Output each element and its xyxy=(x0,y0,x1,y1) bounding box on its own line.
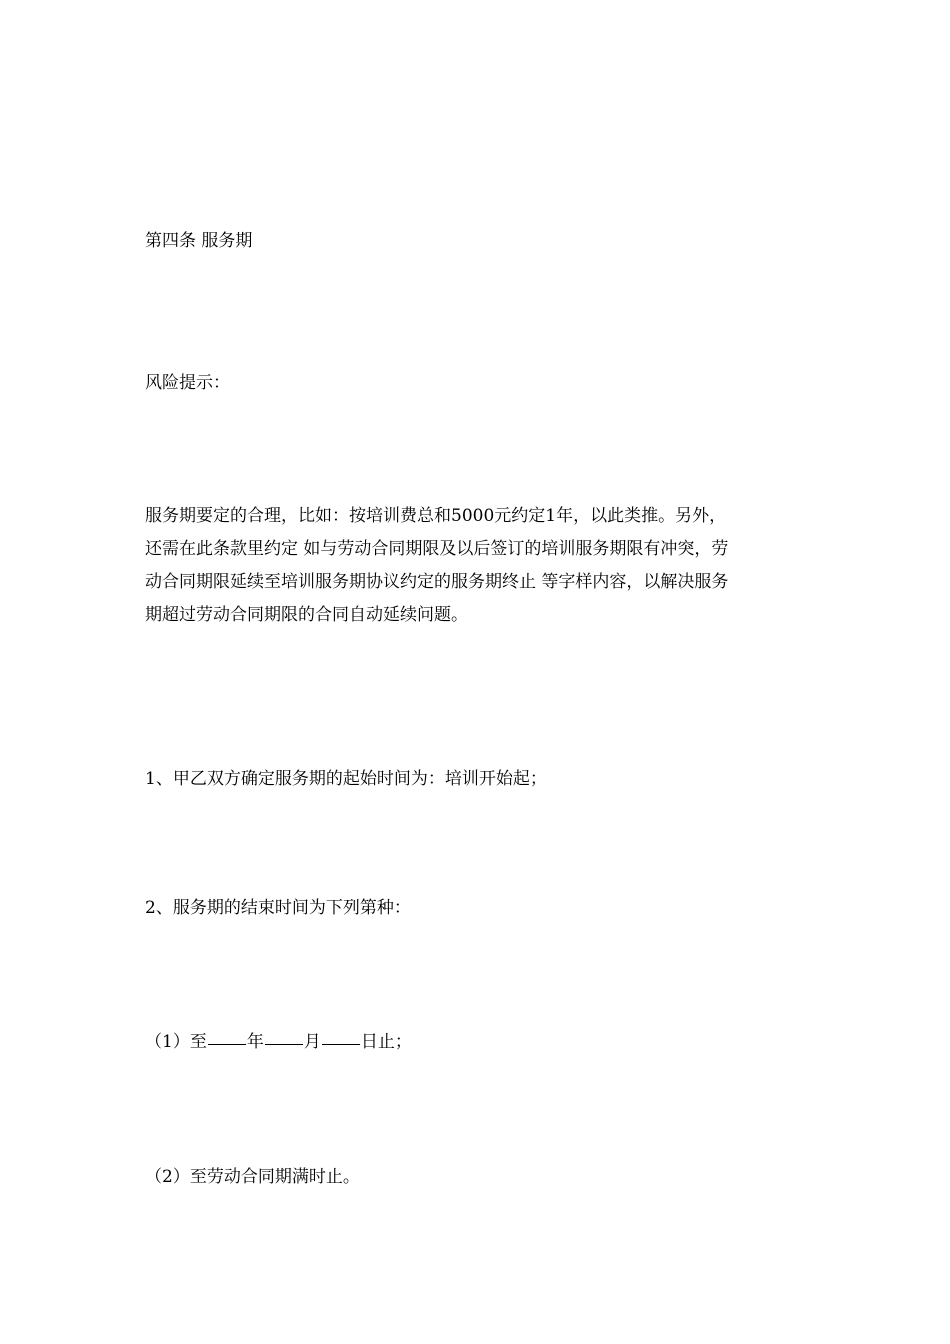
risk-paragraph-line: 服务期要定的合理，比如：按培训费总和5000元约定1年，以此类推。另外， xyxy=(145,506,727,526)
risk-paragraph-line: 还需在此条款里约定 如与劳动合同期限及以后签订的培训服务期限有冲突，劳 xyxy=(145,539,729,559)
option-1-prefix: （1）至 xyxy=(145,1032,207,1052)
year-blank xyxy=(208,1043,246,1045)
option-1-year: 年 xyxy=(246,1032,264,1052)
option-1-month: 月 xyxy=(303,1032,321,1052)
option-1 xyxy=(145,1028,412,1056)
section-heading: 第四条 服务期 xyxy=(145,231,253,251)
day-blank xyxy=(322,1043,360,1045)
clause-item-2: 2、服务期的结束时间为下列第种： xyxy=(145,898,411,918)
clause-item-1: 1、甲乙双方确定服务期的起始时间为：培训开始起； xyxy=(145,769,547,789)
risk-label: 风险提示： xyxy=(145,373,230,393)
risk-paragraph-line: 动合同期限延续至培训服务期协议约定的服务期终止 等字样内容，以解决服务 xyxy=(145,572,729,592)
option-1-suffix: 日止； xyxy=(360,1032,412,1052)
risk-paragraph xyxy=(145,500,810,632)
month-blank xyxy=(265,1043,303,1045)
option-2: （2）至劳动合同期满时止。 xyxy=(145,1167,360,1187)
risk-paragraph-line: 期超过劳动合同期限的合同自动延续问题。 xyxy=(145,605,468,625)
